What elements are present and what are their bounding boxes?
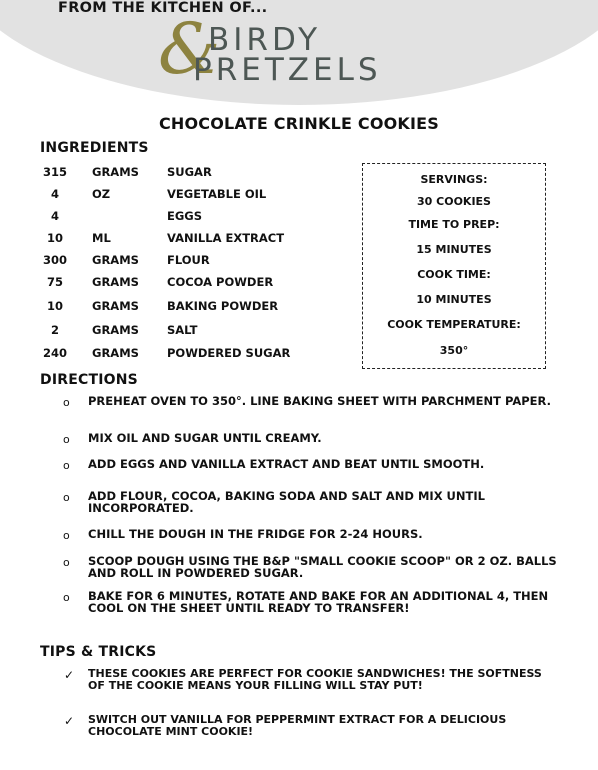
ingredient-name: VEGETABLE OIL	[167, 187, 267, 201]
bullet-icon: o	[63, 491, 70, 504]
direction-text: SCOOP DOUGH USING THE B&P "SMALL COOKIE SCOOP" OR 2 OZ. BALLS AND ROLL IN POWDERED SUGAR.	[88, 554, 557, 580]
direction-text: BAKE FOR 6 MINUTES, ROTATE AND BAKE FOR AN ADDITIONAL 4, THEN COOL ON THE SHEET UNTIL READY TO TRANSFER!	[88, 589, 549, 615]
ingredient-qty: 315	[42, 165, 67, 179]
ingredient-unit: GRAMS	[92, 299, 139, 313]
bullet-icon: o	[63, 396, 70, 409]
ingredient-name: BAKING POWDER	[167, 299, 279, 313]
ingredient-name: COCOA POWDER	[167, 275, 274, 289]
ingredient-unit: GRAMS	[92, 253, 139, 267]
ingredient-unit: OZ	[92, 187, 111, 201]
bullet-icon: o	[63, 433, 70, 446]
direction-text: ADD EGGS AND VANILLA EXTRACT AND BEAT UNTIL SMOOTH.	[88, 457, 485, 471]
ingredient-name: SUGAR	[167, 165, 212, 179]
ingredient-name: FLOUR	[167, 253, 210, 267]
directions-heading: DIRECTIONS	[40, 372, 138, 388]
ingredient-unit: GRAMS	[92, 275, 139, 289]
bullet-icon: o	[63, 556, 70, 569]
servings-value: 30 COOKIES	[417, 195, 491, 208]
direction-text: ADD FLOUR, COCOA, BAKING SODA AND SALT AND MIX UNTIL INCORPORATED.	[88, 489, 485, 515]
cook-temp-label: COOK TEMPERATURE:	[387, 318, 521, 331]
recipe-title: CHOCOLATE CRINKLE COOKIES	[158, 114, 440, 133]
ingredient-unit: ML	[92, 231, 111, 245]
bullet-icon: o	[63, 591, 70, 604]
ingredient-qty: 2	[50, 323, 59, 337]
cook-time-value: 10 MINUTES	[416, 293, 492, 306]
prep-time-label: TIME TO PREP:	[408, 218, 500, 231]
checkmark-icon: ✓	[64, 714, 75, 728]
bullet-icon: o	[63, 459, 70, 472]
direction-text: CHILL THE DOUGH IN THE FRIDGE FOR 2-24 HOURS.	[88, 527, 423, 541]
tips-heading: TIPS & TRICKS	[40, 644, 157, 660]
ingredient-name: POWDERED SUGAR	[167, 346, 291, 360]
servings-label: SERVINGS:	[420, 173, 488, 186]
bullet-icon: o	[63, 529, 70, 542]
checkmark-icon: ✓	[64, 668, 75, 682]
ingredient-qty: 4	[50, 209, 59, 223]
ingredient-qty: 10	[46, 299, 63, 313]
ingredient-name: EGGS	[167, 209, 203, 223]
ingredient-name: SALT	[167, 323, 198, 337]
header-kicker: FROM THE KITCHEN OF...	[58, 0, 268, 16]
cook-temp-value: 350°	[439, 344, 469, 357]
direction-text: PREHEAT OVEN TO 350°. LINE BAKING SHEET WITH PARCHMENT PAPER.	[88, 394, 551, 408]
tip-text: THESE COOKIES ARE PERFECT FOR COOKIE SANDWICHES! THE SOFTNESS OF THE COOKIE MEANS YOUR FILLING WILL STAY PUT!	[88, 667, 542, 692]
recipe-info-box	[362, 163, 546, 369]
ingredient-qty: 10	[46, 231, 63, 245]
cook-time-label: COOK TIME:	[417, 268, 491, 281]
ingredient-unit: GRAMS	[92, 165, 139, 179]
ingredient-unit: GRAMS	[92, 323, 139, 337]
ingredients-heading: INGREDIENTS	[40, 140, 149, 156]
ingredient-unit: GRAMS	[92, 346, 139, 360]
direction-text: MIX OIL AND SUGAR UNTIL CREAMY.	[88, 431, 322, 445]
ingredient-name: VANILLA EXTRACT	[167, 231, 285, 245]
logo-line-2: PRETZELS	[193, 52, 382, 88]
logo-line-1: BIRDY	[208, 22, 322, 58]
logo-ampersand: &	[158, 8, 221, 90]
prep-time-value: 15 MINUTES	[416, 243, 492, 256]
ingredient-qty: 4	[50, 187, 59, 201]
ingredient-qty: 300	[42, 253, 67, 267]
ingredient-qty: 75	[46, 275, 63, 289]
ingredient-qty: 240	[42, 346, 67, 360]
tip-text: SWITCH OUT VANILLA FOR PEPPERMINT EXTRACT FOR A DELICIOUS CHOCOLATE MINT COOKIE!	[88, 713, 507, 738]
